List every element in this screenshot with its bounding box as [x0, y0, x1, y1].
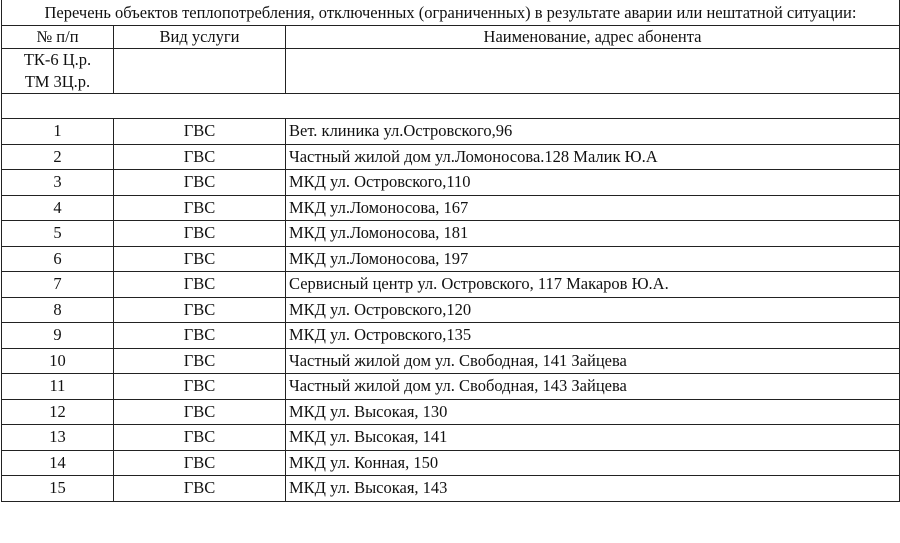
table-row	[2, 144, 900, 170]
table-row	[2, 272, 900, 298]
row-number: 1	[2, 119, 114, 145]
table-row	[2, 374, 900, 400]
row-service: ГВС	[114, 144, 286, 170]
table-row	[2, 476, 900, 502]
table-row	[2, 119, 900, 145]
row-service: ГВС	[114, 195, 286, 221]
table-row	[2, 297, 900, 323]
section-line-1: ТК-6 Ц.р.	[23, 50, 92, 69]
section-row	[2, 49, 900, 94]
row-service: ГВС	[114, 246, 286, 272]
row-service: ГВС	[114, 348, 286, 374]
table-row	[2, 348, 900, 374]
header-service: Вид услуги	[114, 26, 286, 49]
table-row	[2, 425, 900, 451]
empty-cell	[2, 94, 900, 119]
blank-row	[2, 94, 900, 119]
row-address: МКД ул. Островского,120	[286, 297, 900, 323]
header-address: Наименование, адрес абонента	[286, 26, 900, 49]
row-number: 8	[2, 297, 114, 323]
table-row	[2, 246, 900, 272]
row-number: 5	[2, 221, 114, 247]
header-row	[2, 26, 900, 49]
empty-cell	[114, 49, 286, 94]
row-address: МКД ул. Высокая, 143	[286, 476, 900, 502]
table-title: Перечень объектов теплопотребления, отключенных (ограниченных) в результате аварии или нештатной ситуации:	[2, 0, 900, 26]
row-service: ГВС	[114, 297, 286, 323]
row-service: ГВС	[114, 119, 286, 145]
row-address: Частный жилой дом ул.Ломоносова.128 Малик Ю.А	[286, 144, 900, 170]
row-address: МКД ул. Высокая, 130	[286, 399, 900, 425]
row-address: МКД ул. Островского,110	[286, 170, 900, 196]
row-address: МКД ул.Ломоносова, 181	[286, 221, 900, 247]
row-number: 3	[2, 170, 114, 196]
row-number: 13	[2, 425, 114, 451]
row-service: ГВС	[114, 450, 286, 476]
row-number: 15	[2, 476, 114, 502]
table-row	[2, 323, 900, 349]
row-number: 11	[2, 374, 114, 400]
row-address: МКД ул.Ломоносова, 167	[286, 195, 900, 221]
row-number: 2	[2, 144, 114, 170]
table-row	[2, 195, 900, 221]
header-num: № п/п	[2, 26, 114, 49]
row-service: ГВС	[114, 374, 286, 400]
title-row	[2, 0, 900, 26]
row-number: 10	[2, 348, 114, 374]
row-service: ГВС	[114, 425, 286, 451]
section-line-2: ТМ 3Ц.р.	[24, 72, 91, 91]
row-service: ГВС	[114, 221, 286, 247]
row-address: Частный жилой дом ул. Свободная, 143 Зайцева	[286, 374, 900, 400]
row-address: МКД ул. Конная, 150	[286, 450, 900, 476]
table-row	[2, 170, 900, 196]
row-number: 7	[2, 272, 114, 298]
row-address: МКД ул. Высокая, 141	[286, 425, 900, 451]
row-service: ГВС	[114, 476, 286, 502]
row-address: Вет. клиника ул.Островского,96	[286, 119, 900, 145]
empty-cell	[286, 49, 900, 94]
row-number: 14	[2, 450, 114, 476]
row-service: ГВС	[114, 323, 286, 349]
row-number: 6	[2, 246, 114, 272]
row-address: Частный жилой дом ул. Свободная, 141 Зайцева	[286, 348, 900, 374]
row-address: МКД ул. Островского,135	[286, 323, 900, 349]
table-row	[2, 450, 900, 476]
table-row	[2, 399, 900, 425]
table-row	[2, 221, 900, 247]
row-number: 4	[2, 195, 114, 221]
row-number: 12	[2, 399, 114, 425]
disconnection-table	[1, 0, 900, 502]
row-service: ГВС	[114, 272, 286, 298]
row-address: МКД ул.Ломоносова, 197	[286, 246, 900, 272]
row-number: 9	[2, 323, 114, 349]
row-service: ГВС	[114, 399, 286, 425]
row-address: Сервисный центр ул. Островского, 117 Макаров Ю.А.	[286, 272, 900, 298]
row-service: ГВС	[114, 170, 286, 196]
section-label	[2, 49, 114, 94]
